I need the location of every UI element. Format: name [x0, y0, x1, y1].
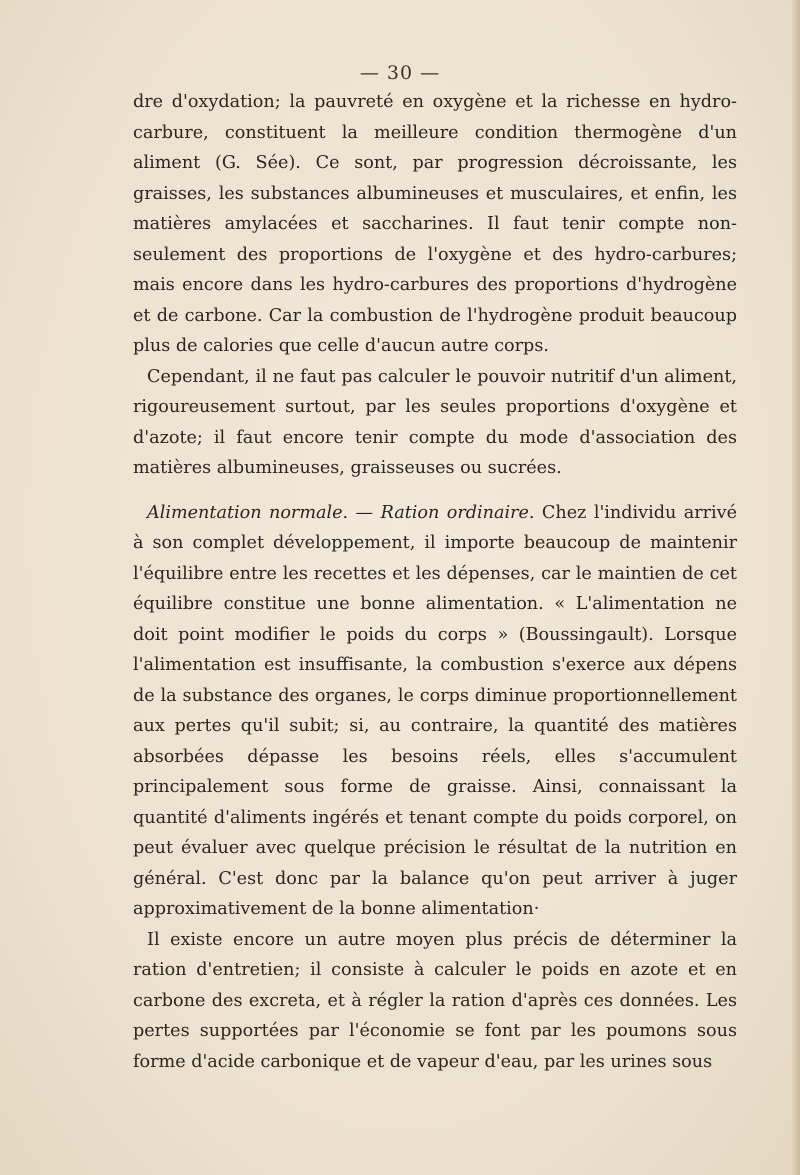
- paragraph-2: Cependant, il ne faut pas calculer le pouvoir nutritif d'un aliment, rigoureusement surtout, par les seules proportions d'oxygène et d'azote; il faut encore tenir compte du mode d'association des matières albumineuses, graisseuses ou sucrées.: [133, 366, 737, 478]
- paragraph-1: dre d'oxydation; la pauvreté en oxygène et la richesse en hydro-carbure, constituent la meilleure condition thermogène d'un aliment (G. Sée). Ce sont, par progression décroissante, les graisses, les substances albumineuses et musculaires, et enfin, les matières amylacées et saccharines. Il faut tenir compte non-seulement des proportions de l'oxygène et des hydro-carbures; mais encore dans les hydro-carbures des proportions d'hydrogène et de carbone. Car la combustion de l'hydrogène produit beaucoup plus de calories que celle d'aucun autre corps.: [133, 92, 737, 356]
- section-title-ration-ordinaire: Ration ordinaire: [380, 502, 529, 523]
- title-separator-2: .: [528, 502, 542, 523]
- paragraph-4: Il existe encore un autre moyen plus précis de déterminer la ration d'entretien; il consiste à calculer le poids en azote et en carbone des excreta, et à régler la ration d'après ces données. Les pertes supportées par l'économie se font par les poumons sous forme d'acide carbonique et de vapeur d'eau, par les urines sous: [133, 929, 737, 1072]
- paragraph-3-body: Chez l'individu arrivé à son complet développement, il importe beaucoup de maintenir l'équilibre entre les recettes et les dépenses, car le maintien de cet équilibre constitue une bonne alimentation. « L'alimentation ne doit point modifier le poids du corps » (Boussingault). Lorsque l'alimentation est insuffisante, la combustion s'exerce aux dépens de la substance des organes, le corps diminue proportionnellement aux pertes qu'il subit; si, au contraire, la quantité des matières absorbées dépasse les besoins réels, elles s'accumulent principalement sous forme de graisse. Ainsi, connaissant la quantité d'aliments ingérés et tenant compte du poids corporel, on peut évaluer avec quelque précision le résultat de la nutrition en général. C'est donc par la balance qu'on peut arriver à juger approximativement de la bonne alimentation·: [133, 502, 737, 919]
- section-title-alimentation-normale: Alimentation normale: [147, 502, 343, 523]
- paragraph-3: [133, 498, 737, 925]
- title-separator-1: . —: [342, 502, 381, 523]
- page-number: — 30 —: [359, 62, 441, 84]
- page-edge-shadow: [792, 0, 800, 1175]
- body-text: [133, 87, 737, 1077]
